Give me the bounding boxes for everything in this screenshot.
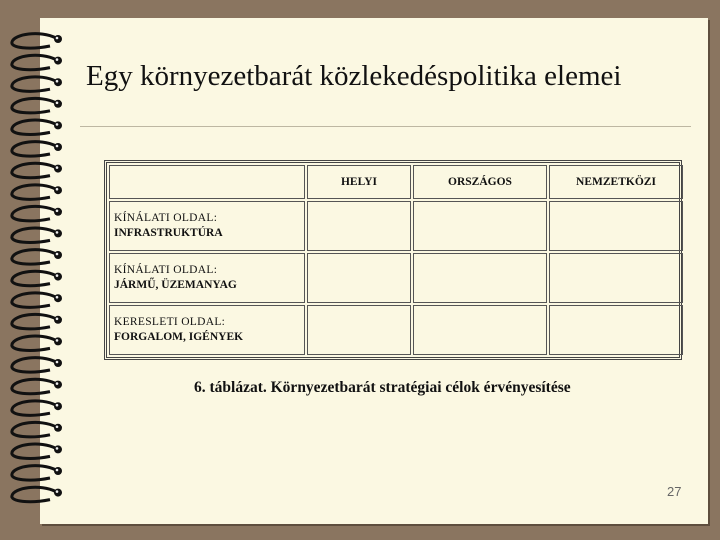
spiral-ring bbox=[12, 271, 62, 285]
spiral-ring bbox=[12, 487, 62, 501]
table-row bbox=[109, 253, 683, 303]
table-row bbox=[109, 201, 683, 251]
spiral-ring bbox=[12, 358, 62, 372]
table-header-cell bbox=[109, 165, 305, 199]
spiral-ring bbox=[12, 250, 62, 264]
table-row bbox=[109, 305, 683, 355]
table-cell bbox=[549, 201, 683, 251]
spiral-ring bbox=[12, 206, 62, 220]
row-label-side: KÍNÁLATI OLDAL: bbox=[114, 212, 218, 224]
table-header-cell: ORSZÁGOS bbox=[413, 165, 547, 199]
row-header-cell bbox=[109, 201, 305, 251]
table-cell bbox=[307, 201, 411, 251]
table-cell bbox=[413, 305, 547, 355]
row-label-side: KÍNÁLATI OLDAL: bbox=[114, 264, 218, 276]
title-divider bbox=[80, 126, 691, 127]
spiral-ring bbox=[12, 77, 62, 91]
table-cell bbox=[549, 305, 683, 355]
spiral-ring bbox=[12, 185, 62, 199]
page-number: 27 bbox=[667, 484, 682, 499]
spiral-ring bbox=[12, 293, 62, 307]
spiral-ring bbox=[12, 120, 62, 134]
spiral-ring bbox=[12, 444, 62, 458]
row-label-item: JÁRMŰ, ÜZEMANYAG bbox=[114, 279, 237, 291]
spiral-ring bbox=[12, 314, 62, 328]
spiral-ring bbox=[12, 228, 62, 242]
spiral-ring bbox=[12, 142, 62, 156]
row-header-cell bbox=[109, 305, 305, 355]
slide-title: Egy környezetbarát közlekedéspolitika elemei bbox=[86, 60, 622, 92]
spiral-ring bbox=[12, 55, 62, 69]
spiral-ring bbox=[12, 336, 62, 350]
table-header-row bbox=[109, 165, 683, 199]
spiral-ring bbox=[12, 401, 62, 415]
spiral-ring bbox=[12, 466, 62, 480]
spiral-ring bbox=[12, 98, 62, 112]
table-cell bbox=[549, 253, 683, 303]
table-cell bbox=[413, 253, 547, 303]
spiral-ring bbox=[12, 163, 62, 177]
spiral-ring bbox=[12, 34, 62, 48]
table-caption: 6. táblázat. Környezetbarát stratégiai célok érvényesítése bbox=[194, 379, 571, 396]
table-cell bbox=[307, 305, 411, 355]
table-cell bbox=[413, 201, 547, 251]
row-label-item: FORGALOM, IGÉNYEK bbox=[114, 331, 244, 343]
row-label-item: INFRASTRUKTÚRA bbox=[114, 227, 223, 239]
row-label-side: KERESLETI OLDAL: bbox=[114, 316, 226, 328]
strategy-table bbox=[104, 160, 682, 360]
spiral-binding bbox=[0, 28, 70, 518]
table-header-cell: NEMZETKÖZI bbox=[549, 165, 683, 199]
spiral-ring bbox=[12, 379, 62, 393]
row-header-cell bbox=[109, 253, 305, 303]
table-header-cell: HELYI bbox=[307, 165, 411, 199]
spiral-ring bbox=[12, 422, 62, 436]
table-cell bbox=[307, 253, 411, 303]
